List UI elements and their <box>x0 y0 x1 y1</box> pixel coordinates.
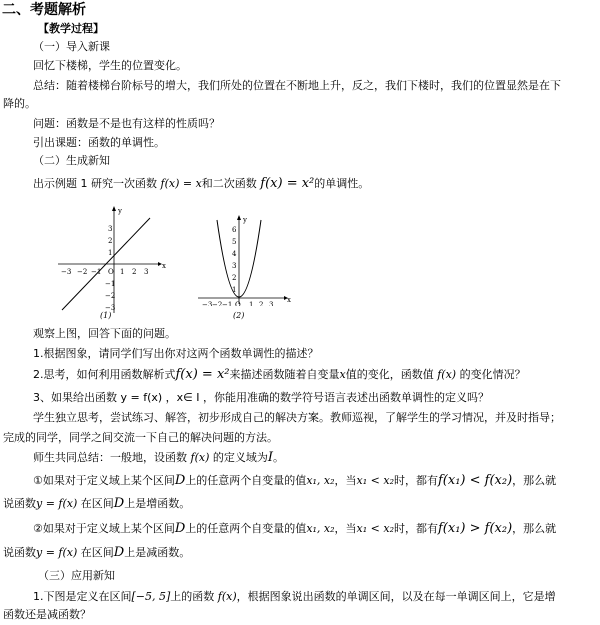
teaching-process-heading: 【教学过程】 <box>38 22 104 35</box>
graph-quadratic <box>198 214 293 306</box>
part1-title: （一）导入新课 <box>33 40 110 53</box>
tick-label: 3 <box>108 225 113 233</box>
tick-label: O <box>235 301 241 306</box>
tick-label: 3 <box>269 301 274 306</box>
tick-label: 6 <box>232 226 237 234</box>
paragraph: 降的。 <box>3 97 36 110</box>
tick-label: 1 <box>120 268 125 276</box>
tick-label: 5 <box>232 238 237 246</box>
paragraph: 学生独立思考，尝试练习、解答，初步形成自己的解决方案。教师巡视，了解学生的学习情况，并及时指导； <box>33 411 561 424</box>
tick-label: −1 <box>105 280 116 288</box>
graph2-caption: (2) <box>233 311 245 320</box>
question-2: 2.思考，如何利用函数解析式f(x) = x²来描述函数随着自变量x值的变化，函数值 f(x) 的变化情况？ <box>33 367 526 382</box>
tick-label: −2 <box>212 301 223 306</box>
summary: 师生共同总结：一般地，设函数 f(x) 的定义域为I。 <box>33 450 284 465</box>
part2-title: （二）生成新知 <box>33 154 110 167</box>
tick-label: −1 <box>222 301 233 306</box>
tick-label: 4 <box>232 250 237 258</box>
axis-name: y <box>243 216 247 224</box>
paragraph: 完成的同学，同学之间交流一下自己的解决问题的方法。 <box>3 431 278 444</box>
decreasing-definition: ②如果对于定义域上某个区间D上的任意两个自变量的值x₁, x₂，当x₁ < x₂时，都有f(x₁) > f(x₂)，那么就 <box>33 521 557 536</box>
graph-linear <box>58 203 168 323</box>
tick-label: 1 <box>232 286 237 294</box>
tick-label: 1 <box>249 301 254 306</box>
tick-label: 2 <box>108 237 113 245</box>
paragraph: 观察上图，回答下面的问题。 <box>33 327 176 340</box>
section-title: 二、考题解析 <box>2 2 86 18</box>
math-f2: f(x) = x² <box>260 176 315 191</box>
paragraph: 问题：函数是不是也有这样的性质吗？ <box>33 117 220 130</box>
paragraph: 回忆下楼梯，学生的位置变化。 <box>33 59 187 72</box>
part3-title: （三）应用新知 <box>38 569 115 582</box>
axis-name: y <box>118 207 122 215</box>
tick-label: −3 <box>202 301 213 306</box>
increasing-definition: ①如果对于定义域上某个区间D上的任意两个自变量的值x₁, x₂，当x₁ < x₂时，都有f(x₁) < f(x₂)，那么就 <box>33 473 557 488</box>
tick-label: 2 <box>259 301 264 306</box>
tick-label: −2 <box>77 268 88 276</box>
question-1: 1.根据图象，请同学们写出你对这两个函数单调性的描述？ <box>33 347 319 360</box>
tick-label: −3 <box>61 268 72 276</box>
paragraph: 引出课题：函数的单调性。 <box>33 136 165 149</box>
tick-label: 2 <box>232 274 237 282</box>
application-question-1-cont: 函数还是减函数？ <box>3 608 91 621</box>
math-f1: f(x) = x <box>160 177 202 190</box>
tick-label: −3 <box>105 304 116 312</box>
application-question-1: 1.下图是定义在区间[−5, 5]上的函数 f(x)，根据图象说出函数的单调区间，以及在每一单调区间上，它是增 <box>33 590 556 603</box>
increasing-definition-cont: 说函数y = f(x) 在区间D上是增函数。 <box>3 496 191 511</box>
question-3: 3、如果给出函数 y = f(x) ，x∈ I ，你能用准确的数学符号语言表述出函数单调性的定义吗？ <box>33 391 490 404</box>
tick-label: 2 <box>132 268 137 276</box>
graph1-caption: (1) <box>100 311 112 320</box>
tick-label: 3 <box>232 262 237 270</box>
decreasing-definition-cont: 说函数y = f(x) 在区间D上是减函数。 <box>3 545 191 560</box>
example-1: 出示例题 1 研究一次函数 f(x) = x和二次函数 f(x) = x²的单调性。 <box>33 176 370 191</box>
tick-label: −1 <box>91 268 102 276</box>
paragraph: 总结：随着楼梯台阶标号的增大，我们所处的位置在不断地上升，反之，我们下楼时，我们的位置显然是在下 <box>33 79 561 92</box>
tick-label: 3 <box>144 268 149 276</box>
axis-name: x <box>162 262 166 270</box>
tick-label: O <box>108 268 114 276</box>
tick-label: −2 <box>105 292 116 300</box>
tick-label: 1 <box>108 249 113 257</box>
axis-name: x <box>287 296 291 304</box>
